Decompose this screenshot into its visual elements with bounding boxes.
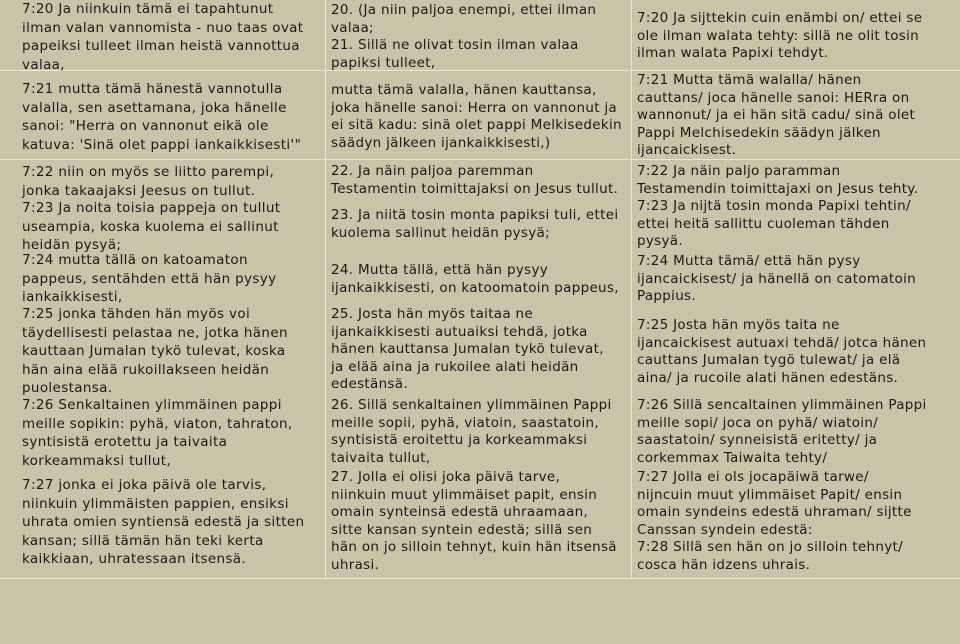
verse-22-1776: 22. Ja näin paljoa paremman Testamentin toimittajaksi on Jesus tullut. <box>331 163 619 197</box>
verse-7-22-1642: 7:22 Ja näin paljo paramman Testamendin toimittajaxi on Jesus tehty. <box>637 163 919 197</box>
verse-20-1776: 20. (Ja niin paljoa enempi, ettei ilman valaa; 21. Sillä ne olivat tosin ilman valaa papiksi tulleet, <box>331 2 597 71</box>
verse-7-27-28-1642: 7:27 Jolla ei ols jocapäiwä tarwe/ nijncuin muut ylimmäiset Papit/ ensin omain syndeins edestä uhraman/ sijtte Canssan syndein edestä: 7:28 Sillä sen hän on jo silloin tehnyt/ cosca hän idzens uhrais. <box>637 469 912 573</box>
verse-23-1776: 23. Ja niitä tosin monta papiksi tuli, ettei kuolema sallinut heidän pysyä; <box>331 207 619 241</box>
verse-7-21-modern: 7:21 mutta tämä hänestä vannotulla valalla, sen asettamana, joka hänelle sanoi: "Herra on vannonut eikä ole katuva: 'Sinä olet pappi iankaikkisesti'" <box>22 81 302 153</box>
verse-24-1776: 24. Mutta tällä, että hän pysyy ijankaikkisesti, on katoomatoin pappeus, <box>331 262 619 296</box>
verse-7-25-modern: 7:25 jonka tähden hän myös voi täydellisesti pelastaa ne, jotka hänen kauttaan Jumalan tykö tulevat, koska hän aina elää rukoillakseen heidän puolestansa. <box>22 306 288 396</box>
verse-7-25-1642: 7:25 Josta hän myös taita ne ijancaickisest autuaxi tehdä/ jotca hänen cauttans Jumalan tygö tulewat/ ja elä aina/ ja rucoile alati hänen edestäns. <box>637 317 927 386</box>
verse-7-24-1642: 7:24 Mutta tämä/ että hän pysy ijancaickisest/ ja hänellä on catomatoin Pappius. <box>637 253 916 304</box>
row-divider <box>0 578 960 579</box>
verse-7-27-modern: 7:27 jonka ei joka päivä ole tarvis, niinkuin ylimmäisten pappien, ensiksi uhrata omien syntiensä edestä ja sitten kansan; sillä tämän hän teki kerta kaikkiaan, uhratessaan itsensä. <box>22 477 305 567</box>
verse-21b-1776: mutta tämä valalla, hänen kauttansa, joka hänelle sanoi: Herra on vannonut ja ei sitä kadu: sinä olet pappi Melkisedekin säädyn jälkeen ijankaikkisesti,) <box>331 82 622 151</box>
column-divider <box>325 0 326 578</box>
verse-7-21-1642: 7:21 Mutta tämä walalla/ hänen cauttans/ joca hänelle sanoi: HERra on wannonut/ ja ei hän sitä cadu/ sinä olet Pappi Melchisedekin säädyn jälken ijancaickisest. <box>637 72 916 158</box>
verse-26-1776: 26. Sillä senkaltainen ylimmäinen Pappi meille sopii, pyhä, viatoin, saastatoin, syntisistä eroitettu ja korkeammaksi taivaita tullut, <box>331 397 612 466</box>
verse-25-1776: 25. Josta hän myös taitaa ne ijankaikkisesti autuaiksi tehdä, jotka hänen kauttansa Jumalan tykö tulevat, ja elää aina ja rukoilee alati heidän edestänsä. <box>331 306 604 392</box>
verse-7-23-modern: 7:23 Ja noita toisia pappeja on tullut useampia, koska kuolema ei sallinut heidän pysyä; <box>22 200 281 253</box>
verse-7-20-modern: 7:20 Ja niinkuin tämä ei tapahtunut ilman valan vannomista - nuo taas ovat papeiksi tulleet ilman heistä vannottua valaa, <box>22 1 304 73</box>
verse-7-22-modern: 7:22 niin on myös se liitto parempi, jonka takaajaksi Jeesus on tullut. <box>22 164 275 199</box>
verse-7-26-modern: 7:26 Senkaltainen ylimmäinen pappi meille sopikin: pyhä, viaton, tahraton, syntisistä erotettu ja taivaita korkeammaksi tullut, <box>22 397 293 469</box>
verse-7-26-1642: 7:26 Sillä sencaltainen ylimmäinen Pappi meille sopi/ joca on pyhä/ wiatoin/ saastatoin/ synneisistä eritetty/ ja corkemmax Taiwaita tehty/ <box>637 397 927 466</box>
verse-27-1776: 27. Jolla ei olisi joka päivä tarve, niinkuin muut ylimmäiset papit, ensin omain synteinsä edestä uhraamaan, sitte kansan syntein edestä; sillä sen hän on jo silloin tehnyt, kuin hän itsensä uhrasi. <box>331 469 617 573</box>
verse-7-24-modern: 7:24 mutta tällä on katoamaton pappeus, sentähden että hän pysyy iankaikkisesti, <box>22 252 277 305</box>
column-divider <box>631 0 632 578</box>
verse-7-23-1642: 7:23 Ja nijtä tosin monda Papixi tehtin/ ettei heitä sallittu cuoleman tähden pysyä. <box>637 198 911 249</box>
verse-7-20-1642: 7:20 Ja sijttekin cuin enämbi on/ ettei se ole ilman walata tehty: sillä ne olit tosin ilman walata Papixi tehdyt. <box>637 10 923 61</box>
